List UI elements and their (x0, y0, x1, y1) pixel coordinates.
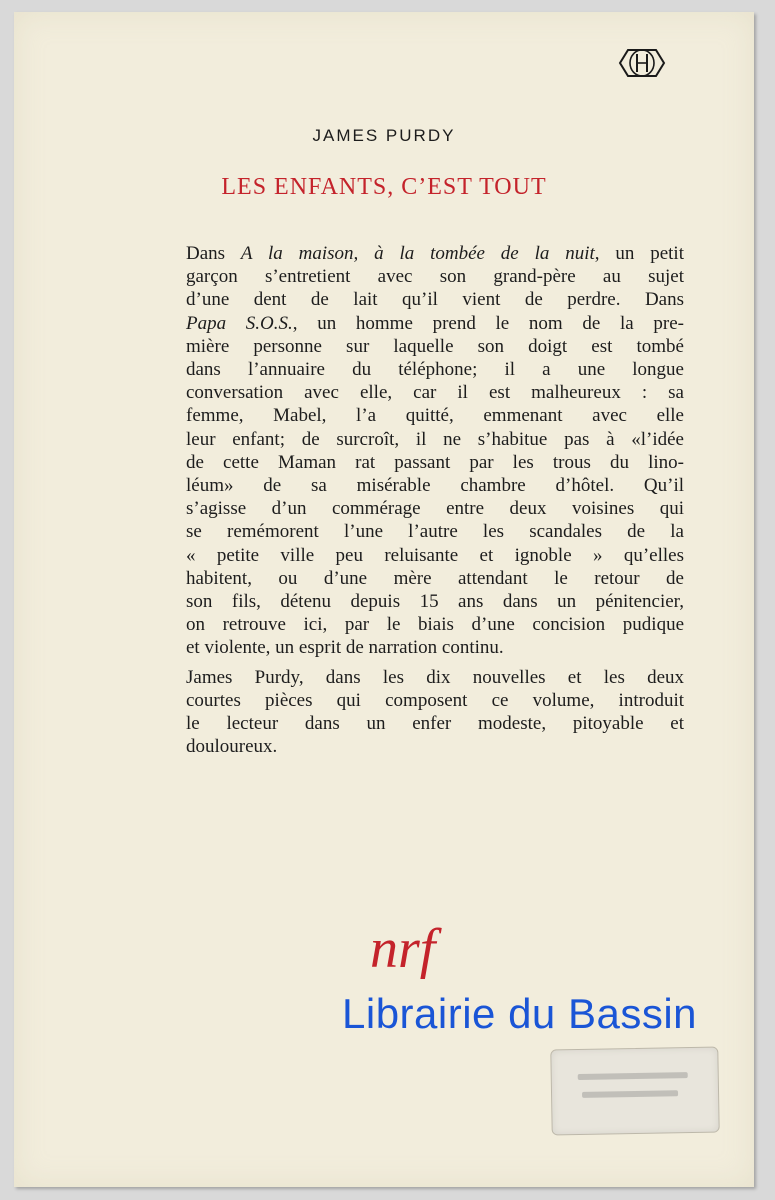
nrf-publisher-logo (362, 915, 472, 995)
blurb-line: « petite ville peu reluisante et ignoble » qu’elles (186, 544, 684, 566)
blurb-line: douloureux. (186, 736, 278, 758)
blurb-line: conversation avec elle, car il est malheureux : sa (186, 382, 684, 404)
blurb-line: habitent, ou d’une mère attendant le retour de (186, 567, 684, 589)
blurb-line: le lecteur dans un enfer modeste, pitoyable et (186, 713, 684, 735)
blurb-line: leur enfant; de surcroît, il ne s’habitue pas à «l’idée (186, 428, 684, 450)
blurb-line: courtes pièces qui composent ce volume, introduit (186, 689, 684, 711)
blurb-line: Papa S.O.S., un homme prend le nom de la pre- (186, 312, 684, 334)
blurb-line: se remémorent l’une l’autre les scandales de la (186, 521, 684, 543)
seller-watermark: Librairie du Bassin (342, 990, 698, 1037)
publisher-logo-text: nrf (370, 918, 436, 980)
blurb-line: femme, Mabel, l’a quitté, emmenant avec elle (186, 405, 684, 427)
blurb-line: léum» de sa misérable chambre d’hôtel. Qu’il (186, 475, 684, 497)
blurb-line: de cette Maman rat passant par les trous du lino- (186, 451, 684, 473)
blurb-paragraph (160, 666, 684, 759)
blurb-line: d’une dent de lait qu’il vient de perdre. Dans (186, 289, 684, 311)
blurb-paragraph (160, 242, 684, 660)
author-name: JAMES PURDY (312, 126, 456, 145)
blurb-line: s’agisse d’un commérage entre deux voisines qui (186, 498, 684, 520)
blurb-line: son fils, détenu depuis 15 ans dans un pénitencier, (186, 591, 684, 613)
blurb-line: et violente, un esprit de narration continu. (186, 637, 504, 659)
blurb-text (160, 242, 684, 764)
blurb-line: Dans A la maison, à la tombée de la nuit, un petit (186, 243, 684, 264)
blurb-line: dans l’annuaire du téléphone; il a une longue (186, 359, 684, 381)
book-title: LES ENFANTS, C’EST TOUT (221, 174, 547, 200)
blurb-line: mière personne sur laquelle son doigt est tombé (186, 335, 684, 357)
blurb-line: garçon s’entretient avec son grand-père au sujet (186, 266, 684, 288)
gallimard-h-emblem-icon (618, 46, 666, 80)
price-sticker-icon (550, 1047, 719, 1136)
blurb-line: on retrouve ici, par le biais d’une concision pudique (186, 614, 684, 636)
blurb-line: James Purdy, dans les dix nouvelles et les deux (186, 666, 684, 688)
